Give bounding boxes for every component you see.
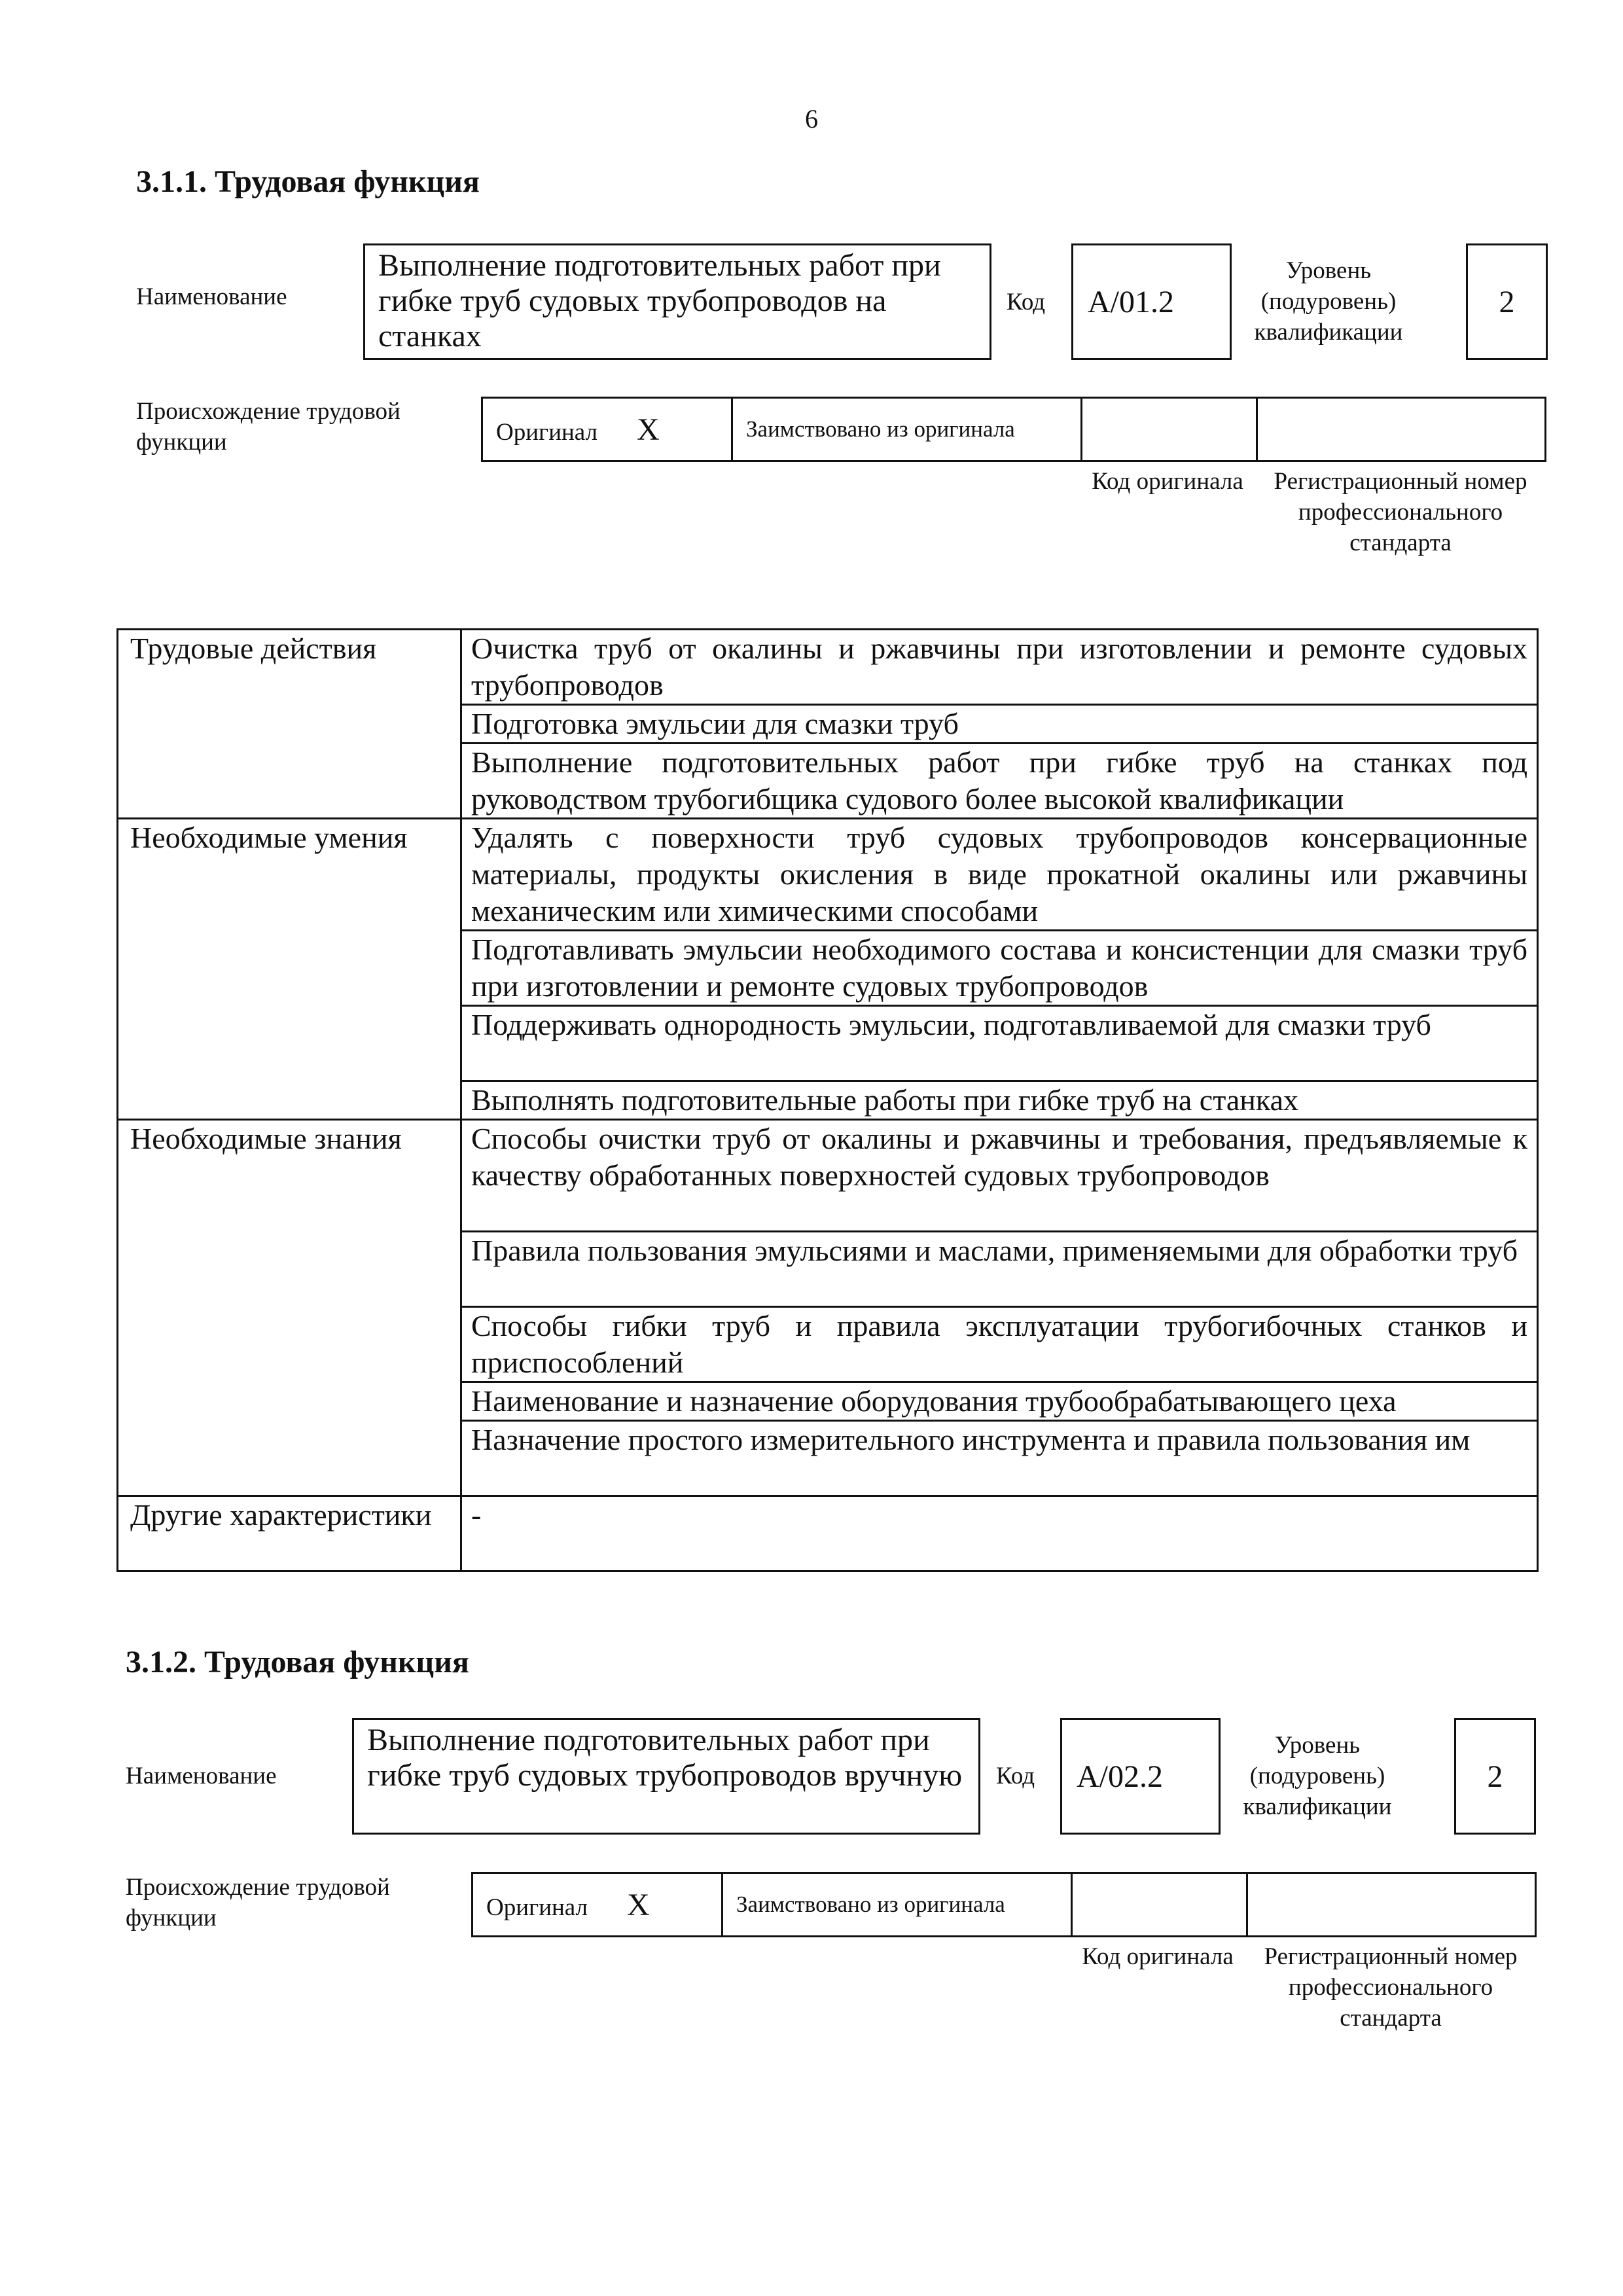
labor-action-item: Выполнение подготовительных работ при гибке труб на станках под руководством трубогибщика судового более высокой квалификации xyxy=(461,744,1538,819)
reg-number-label: Регистрационный номер профессионального стандарта xyxy=(1264,1943,1518,2032)
knowledge-item: Способы гибки труб и правила эксплуатации трубогибочных станков и приспособлений xyxy=(461,1307,1538,1382)
origin-label: Происхождение трудовой функции xyxy=(126,1874,390,1931)
function-name-value: Выполнение подготовительных работ при гибке труб судовых трубопроводов на станках xyxy=(378,248,941,353)
skill-item: Выполнять подготовительные работы при гибке труб на станках xyxy=(461,1081,1538,1120)
origin-code-cell xyxy=(1072,1873,1247,1937)
skill-item: Удалять с поверхности труб судовых трубопроводов консервационные материалы, продукты окисления в виде прокатной окалины или ржавчины механическим или химическими способами xyxy=(461,819,1538,931)
code-label: Код xyxy=(996,1763,1035,1789)
origin-code-cell xyxy=(1082,398,1257,461)
reg-number-label: Регистрационный номер профессионального стандарта xyxy=(1274,468,1527,556)
labor-action-item: Подготовка эмульсии для смазки труб xyxy=(461,705,1538,744)
origin-original-cell xyxy=(473,1873,722,1937)
knowledge-label: Необходимые знания xyxy=(118,1120,461,1496)
origin-label: Происхождение трудовой функции xyxy=(136,398,401,456)
knowledge-item: Способы очистки труб от окалины и ржавчины и требования, предъявляемые к качеству обработанных поверхностей судовых трубопроводов xyxy=(461,1120,1538,1232)
knowledge-item: Правила пользования эмульсиями и маслами, применяемыми для обработки труб xyxy=(461,1232,1538,1307)
table-row xyxy=(118,630,1538,705)
other-value: - xyxy=(461,1496,1538,1571)
code-original-label: Код оригинала xyxy=(1092,468,1243,495)
labor-actions-label: Трудовые действия xyxy=(118,630,461,819)
code-value: А/01.2 xyxy=(1088,284,1174,319)
table-row xyxy=(118,1496,1538,1571)
function-name-value: Выполнение подготовительных работ при гибке труб судовых трубопроводов вручную xyxy=(367,1723,963,1793)
code-box xyxy=(1071,243,1232,360)
name-label: Наименование xyxy=(126,1763,277,1789)
knowledge-item: Назначение простого измерительного инструмента и правила пользования им xyxy=(461,1421,1538,1496)
skills-label: Необходимые умения xyxy=(118,819,461,1120)
section-title-3-1-1: 3.1.1. Трудовая функция xyxy=(136,164,480,199)
origin-mark: X xyxy=(637,412,660,447)
origin-borrowed-cell: Заимствовано из оригинала xyxy=(722,1873,1072,1937)
function-name-box xyxy=(363,243,991,360)
name-label: Наименование xyxy=(136,283,287,310)
level-value: 2 xyxy=(1487,1759,1503,1794)
origin-reg-cell xyxy=(1257,398,1546,461)
origin-mark: X xyxy=(627,1887,650,1922)
origin-table xyxy=(481,397,1546,462)
skill-item: Подготавливать эмульсии необходимого состава и консистенции для смазки труб при изготовлении и ремонте судовых трубопроводов xyxy=(461,931,1538,1006)
code-original-label: Код оригинала xyxy=(1082,1943,1234,1970)
section-title-3-1-2: 3.1.2. Трудовая функция xyxy=(126,1645,469,1679)
page-number: 6 xyxy=(805,104,818,134)
knowledge-item: Наименование и назначение оборудования трубообрабатывающего цеха xyxy=(461,1382,1538,1421)
origin-original-label: Оригинал xyxy=(496,418,598,446)
level-label: Уровень (подуровень) квалификации xyxy=(1243,1732,1392,1820)
level-value: 2 xyxy=(1499,284,1515,319)
level-label: Уровень (подуровень) квалификации xyxy=(1254,257,1403,346)
origin-table xyxy=(471,1872,1537,1937)
table-row xyxy=(118,1120,1538,1232)
origin-reg-cell xyxy=(1247,1873,1536,1937)
level-box xyxy=(1454,1718,1536,1835)
labor-action-item: Очистка труб от окалины и ржавчины при изготовлении и ремонте судовых трубопроводов xyxy=(461,630,1538,705)
skill-item: Поддерживать однородность эмульсии, подготавливаемой для смазки труб xyxy=(461,1006,1538,1081)
origin-original-cell xyxy=(482,398,732,461)
other-label: Другие характеристики xyxy=(118,1496,461,1571)
code-label: Код xyxy=(1007,289,1046,315)
function-name-box xyxy=(352,1718,980,1835)
function-details-table xyxy=(116,628,1539,1572)
origin-original-label: Оригинал xyxy=(486,1893,588,1921)
code-value: А/02.2 xyxy=(1077,1759,1163,1794)
code-box xyxy=(1060,1718,1221,1835)
origin-borrowed-cell: Заимствовано из оригинала xyxy=(732,398,1082,461)
level-box xyxy=(1466,243,1548,360)
table-row xyxy=(118,819,1538,931)
